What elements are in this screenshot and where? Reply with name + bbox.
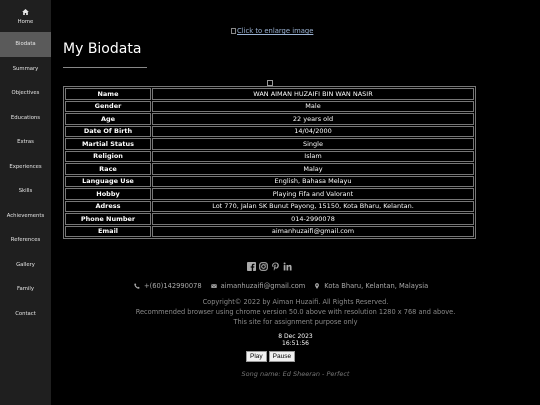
row-value: Malay	[152, 163, 474, 175]
current-date: 8 Dec 2023	[278, 333, 313, 340]
table-row	[65, 176, 474, 188]
table-row	[65, 138, 474, 150]
home-icon	[22, 9, 29, 15]
row-value: WAN AIMAN HUZAIFI BIN WAN NASIR	[152, 88, 474, 100]
table-row	[65, 113, 474, 125]
sidebar-item-experiences[interactable]	[0, 155, 51, 180]
row-value: Playing Fifa and Valorant	[152, 188, 474, 200]
row-value: Single	[152, 138, 474, 150]
sidebar-item-references[interactable]	[0, 228, 51, 253]
table-row	[65, 213, 474, 225]
enlarge-link-text: Click to enlarge image	[237, 27, 314, 35]
title-divider	[63, 67, 147, 68]
location-pin-icon	[314, 283, 320, 289]
sidebar-item-objectives[interactable]	[0, 81, 51, 106]
phone-icon	[134, 283, 140, 289]
row-value: aimanhuzaifi@gmail.com	[152, 226, 474, 238]
main-content	[51, 0, 540, 405]
row-value: English, Bahasa Melayu	[152, 176, 474, 188]
pause-button[interactable]: Pause	[269, 351, 295, 362]
table-row	[65, 226, 474, 238]
row-label: Martial Status	[65, 138, 151, 150]
contact-info	[134, 282, 428, 290]
table-row	[65, 126, 474, 138]
sidebar-item-gallery[interactable]	[0, 253, 51, 278]
sidebar-item-summary[interactable]	[0, 57, 51, 82]
location-text: Kota Bharu, Kelantan, Malaysia	[324, 282, 429, 290]
table-row	[65, 201, 474, 213]
table-row	[65, 101, 474, 113]
sidebar-item-label: Biodata	[15, 41, 36, 48]
contact-email	[211, 282, 306, 290]
sidebar-item-family[interactable]	[0, 277, 51, 302]
sidebar-item-label: Extras	[17, 139, 34, 146]
sidebar-item-label: Achievements	[6, 212, 45, 219]
sidebar-item-label: Summary	[12, 65, 39, 72]
sidebar-item-label: Objectives	[11, 90, 40, 97]
sidebar-item-label: Skills	[18, 188, 33, 195]
row-value: Islam	[152, 151, 474, 163]
sidebar-item-contact[interactable]	[0, 302, 51, 327]
row-value: Male	[152, 101, 474, 113]
song-name: Song name: Ed Sheeran - Perfect	[241, 370, 350, 378]
biodata-table	[63, 86, 476, 239]
table-row	[65, 151, 474, 163]
row-label: Language Use	[65, 176, 151, 188]
pinterest-icon[interactable]	[271, 262, 280, 271]
email-text: aimanhuzaifi@gmail.com	[220, 282, 306, 290]
enlarge-image-link[interactable]	[231, 27, 313, 35]
row-label: Email	[65, 226, 151, 238]
sidebar-item-label: Home	[17, 19, 34, 25]
sidebar-item-educations[interactable]	[0, 106, 51, 131]
row-label: Name	[65, 88, 151, 100]
broken-image-icon	[231, 28, 236, 34]
row-value: 22 years old	[152, 113, 474, 125]
row-label: Religion	[65, 151, 151, 163]
music-controls	[246, 351, 295, 362]
sidebar	[0, 0, 51, 405]
assignment-note: This site for assignment purpose only	[233, 318, 358, 326]
facebook-icon[interactable]	[247, 262, 256, 271]
row-label: Gender	[65, 101, 151, 113]
sidebar-item-biodata[interactable]	[0, 32, 51, 57]
contact-location	[314, 282, 428, 290]
page-title: My Biodata	[63, 41, 142, 57]
sidebar-item-achievements[interactable]	[0, 204, 51, 229]
instagram-icon[interactable]	[259, 262, 268, 271]
sidebar-item-label: Educations	[10, 114, 41, 121]
row-label: Hobby	[65, 188, 151, 200]
row-label: Race	[65, 163, 151, 175]
sidebar-item-label: Contact	[15, 310, 36, 317]
row-value: Lot 770, Jalan SK Bunut Payong, 15150, Kota Bharu, Kelantan.	[152, 201, 474, 213]
browser-note: Recommended browser using chrome version 50.0 above with resolution 1280 x 768 and above.	[135, 308, 456, 316]
social-links	[247, 262, 292, 271]
row-label: Phone Number	[65, 213, 151, 225]
linkedin-icon[interactable]	[283, 262, 292, 271]
row-label: Date Of Birth	[65, 126, 151, 138]
envelope-icon	[211, 283, 217, 289]
play-button[interactable]: Play	[246, 351, 267, 362]
sidebar-item-label: Gallery	[16, 261, 35, 268]
row-label: Age	[65, 113, 151, 125]
table-row	[65, 163, 474, 175]
sidebar-item-label: Family	[16, 286, 35, 293]
row-label: Adress	[65, 201, 151, 213]
sidebar-item-label: References	[10, 237, 41, 244]
sidebar-item-home[interactable]	[0, 0, 51, 32]
row-value: 14/04/2000	[152, 126, 474, 138]
table-row	[65, 88, 474, 100]
phone-text: +(60)142990078	[144, 282, 202, 290]
table-row	[65, 188, 474, 200]
sidebar-item-skills[interactable]	[0, 179, 51, 204]
contact-phone	[134, 282, 202, 290]
current-time: 16:51:56	[282, 340, 309, 347]
copyright-text: Copyright© 2022 by Aiman Huzaifi. All Rights Reserved.	[202, 298, 389, 306]
sidebar-item-extras[interactable]	[0, 130, 51, 155]
sidebar-item-label: Experiences	[9, 163, 42, 170]
row-value: 014-2990078	[152, 213, 474, 225]
